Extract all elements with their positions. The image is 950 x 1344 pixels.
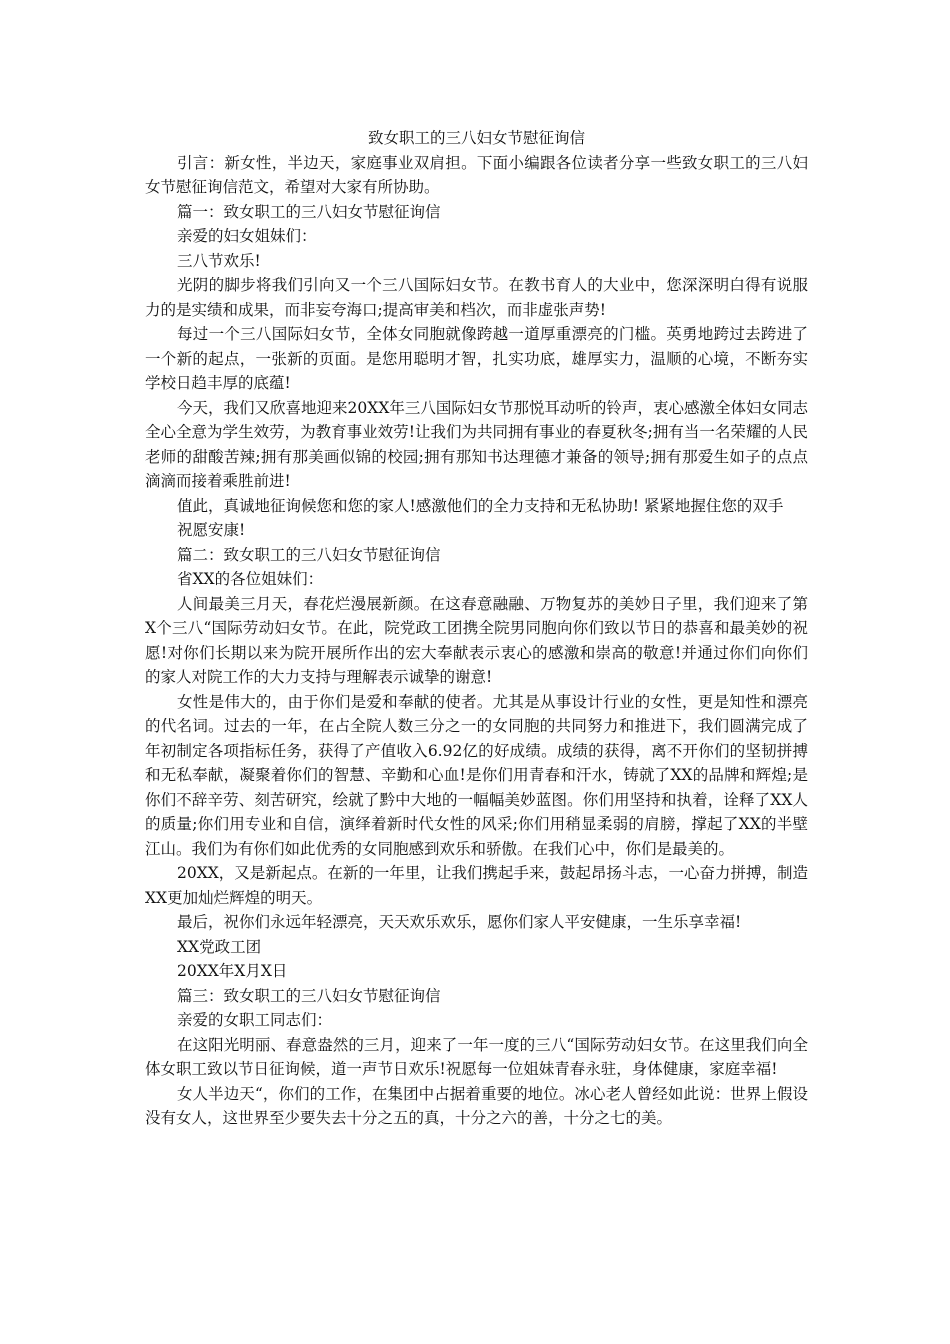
- salutation-1: 亲爱的妇女姐妹们：: [177, 227, 317, 245]
- document-body: [145, 126, 808, 1131]
- document-title: 致女职工的三八妇女节慰征询信: [367, 129, 585, 147]
- section-heading-3: 篇三：致女职工的三八妇女节慰征询信: [177, 986, 441, 1005]
- date-line: 20XX年X月X日: [177, 962, 288, 980]
- section-heading-1: 篇一：致女职工的三八妇女节慰征询信: [177, 202, 441, 221]
- paragraph: 女性是伟大的，由于你们是爱和奉献的使者。尤其是从事设计行业的女性，更是知性和漂亮的代名词。过去的一年，在占全院人数三分之一的女同胞的共同努力和推进下，我们圆满完成了年初制定各项指标任务，获得了产值收入6.92亿的好成绩。成绩的获得，离不开你们的坚韧拼搏和无私奉献，凝聚着你们的智慧、辛勤和心血!是你们用青春和汗水，铸就了XX的品牌和辉煌;是你们不辞辛劳、刻苦研究，绘就了黔中大地的一幅幅美妙蓝图。你们用坚持和执着，诠释了XX人的质量;你们用专业和自信，演绎着新时代女性的风采;你们用稍显柔弱的肩膀，撑起了XX的半壁江山。我们为有你们如此优秀的女同胞感到欢乐和骄傲。在我们心中，你们是最美的。: [145, 692, 808, 858]
- paragraph: 人间最美三月天，春花烂漫展新颜。在这春意融融、万物复苏的美妙日子里，我们迎来了第X个三八“国际劳动妇女节。在此，院党政工团携全院男同胞向你们致以节日的恭喜和最美妙的祝愿!对你们长期以来为院开展所作出的宏大奉献表示衷心的感激和崇高的敬意!并通过你们向你们的家人对院工作的大力支持与理解表示诚挚的谢意!: [145, 594, 808, 686]
- paragraph: 最后，祝你们永远年轻漂亮，天天欢乐欢乐，愿你们家人平安健康，一生乐享幸福!: [177, 913, 742, 931]
- salutation-2: 省XX的各位姐妹们：: [177, 570, 324, 588]
- paragraph-intro: 引言：新女性，半边天，家庭事业双肩担。下面小编跟各位读者分享一些致女职工的三八妇女节慰征询信范文，希望对大家有所协助。: [145, 153, 808, 196]
- paragraph: 女人半边天“，你们的工作，在集团中占据着重要的地位。冰心老人曾经如此说：世界上假设没有女人，这世界至少要失去十分之五的真，十分之六的善，十分之七的美。: [145, 1084, 808, 1127]
- paragraph: 值此，真诚地征询候您和您的家人!感激他们的全力支持和无私协助! 紧紧地握住您的双手: [177, 496, 784, 515]
- closing-1: 祝愿安康!: [177, 521, 246, 539]
- paragraph: 每过一个三八国际妇女节，全体女同胞就像跨越一道厚重漂亮的门槛。英勇地跨过去跨进了一个新的起点，一张新的页面。是您用聪明才智，扎实功底，雄厚实力，温顺的心境，不断夯实学校日趋丰厚的底蕴!: [145, 325, 808, 392]
- paragraph: 光阴的脚步将我们引向又一个三八国际妇女节。在教书育人的大业中，您深深明白得有说服力的是实绩和成果，而非妄夸海口;提高审美和档次，而非虚张声势!: [145, 276, 808, 319]
- signature: XX党政工团: [177, 937, 262, 956]
- section-heading-2: 篇二：致女职工的三八妇女节慰征询信: [177, 545, 441, 564]
- paragraph: 在这阳光明丽、春意盎然的三月，迎来了一年一度的三八“国际劳动妇女节。在这里我们向全体女职工致以节日征询候，道一声节日欢乐!祝愿每一位姐妹青春永驻，身体健康，家庭幸福!: [145, 1035, 808, 1078]
- salutation-3: 亲爱的女职工同志们：: [177, 1011, 333, 1029]
- paragraph: 20XX，又是新起点。在新的一年里，让我们携起手来，鼓起昂扬斗志，一心奋力拼搏，制造XX更加灿烂辉煌的明天。: [145, 864, 808, 907]
- paragraph: 今天，我们又欣喜地迎来20XX年三八国际妇女节那悦耳动听的铃声，衷心感激全体妇女同志全心全意为学生效劳，为教育事业效劳!让我们为共同拥有事业的春夏秋冬;拥有当一名荣耀的人民老师的甜酸苦辣;拥有那美画似锦的校园;拥有那知书达理德才兼备的领导;拥有那爱生如子的点点滴滴而接着乘胜前进!: [145, 398, 808, 490]
- greeting-1: 三八节欢乐!: [177, 251, 261, 270]
